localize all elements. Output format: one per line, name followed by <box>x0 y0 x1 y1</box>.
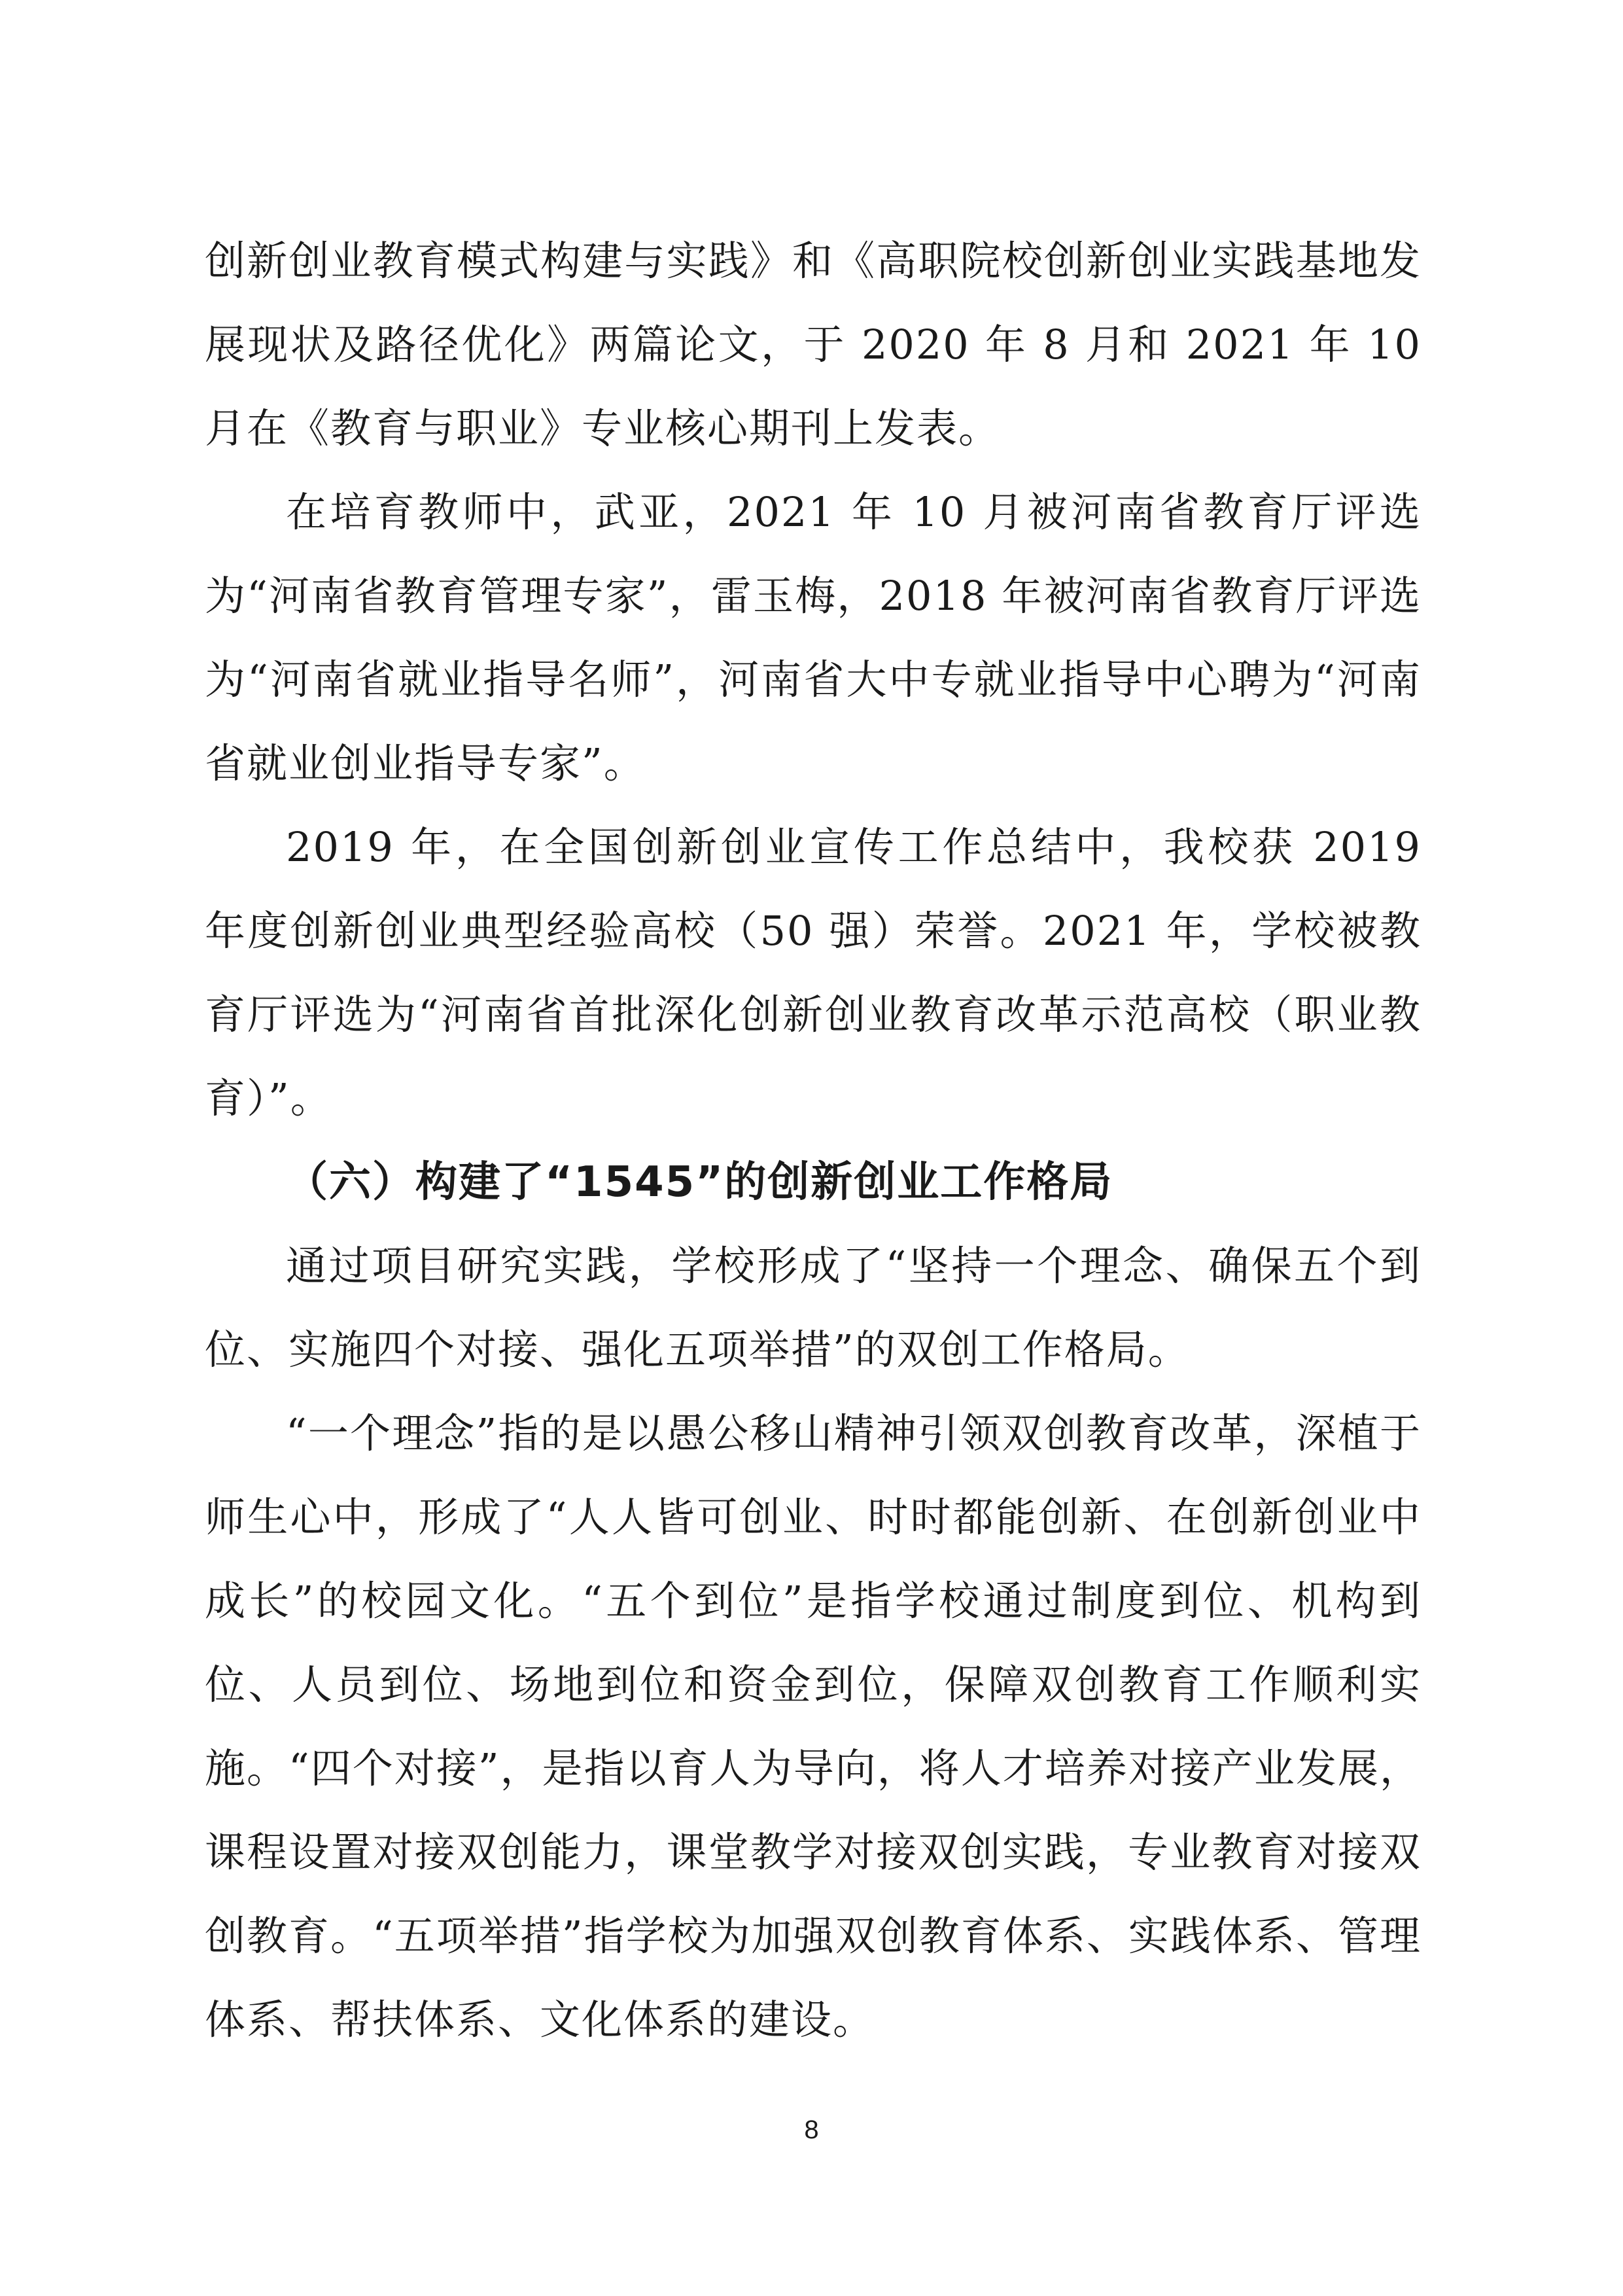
paragraph-school-honors: 2019 年，在全国创新创业宣传工作总结中，我校获 2019 年度创新创业典型经验高校（50 强）荣誉。2021 年，学校被教育厅评选为“河南省首批深化创新创业教育改革示范高校（职业教育）”。 <box>205 823 1422 1122</box>
page-number: 8 <box>804 2115 819 2144</box>
paragraph-pattern-details: “一个理念”指的是以愚公移山精神引领双创教育改革，深植于师生心中，形成了“人人皆可创业、时时都能创新、在创新创业中成长”的校园文化。“五个到位”是指学校通过制度到位、机构到位、人员到位、场地到位和资金到位，保障双创教育工作顺利实施。“四个对接”，是指以育人为导向，将人才培养对接产业发展，课程设置对接双创能力，课堂教学对接双创实践，专业教育对接双创教育。“五项举措”指学校为加强双创教育体系、实践体系、管理体系、帮扶体系、文化体系的建设。 <box>205 1409 1422 2043</box>
paragraph-papers-published: 创新创业教育模式构建与实践》和《高职院校创新创业实践基地发展现状及路径优化》两篇论文，于 2020 年 8 月和 2021 年 10 月在《教育与职业》专业核心期刊上发表。 <box>205 237 1422 452</box>
paragraph-work-pattern: 通过项目研究实践，学校形成了“坚持一个理念、确保五个到位、实施四个对接、强化五项举措”的双创工作格局。 <box>205 1242 1422 1373</box>
document-body <box>205 219 1422 2062</box>
section-heading: （六）构建了“1545”的创新创业工作格局 <box>286 1158 1113 1207</box>
paragraph-teacher-awards: 在培育教师中，武亚，2021 年 10 月被河南省教育厅评选为“河南省教育管理专家”，雷玉梅，2018 年被河南省教育厅评选为“河南省就业指导名师”，河南省大中专就业指导中心聘为“河南省就业创业指导专家”。 <box>205 488 1422 787</box>
